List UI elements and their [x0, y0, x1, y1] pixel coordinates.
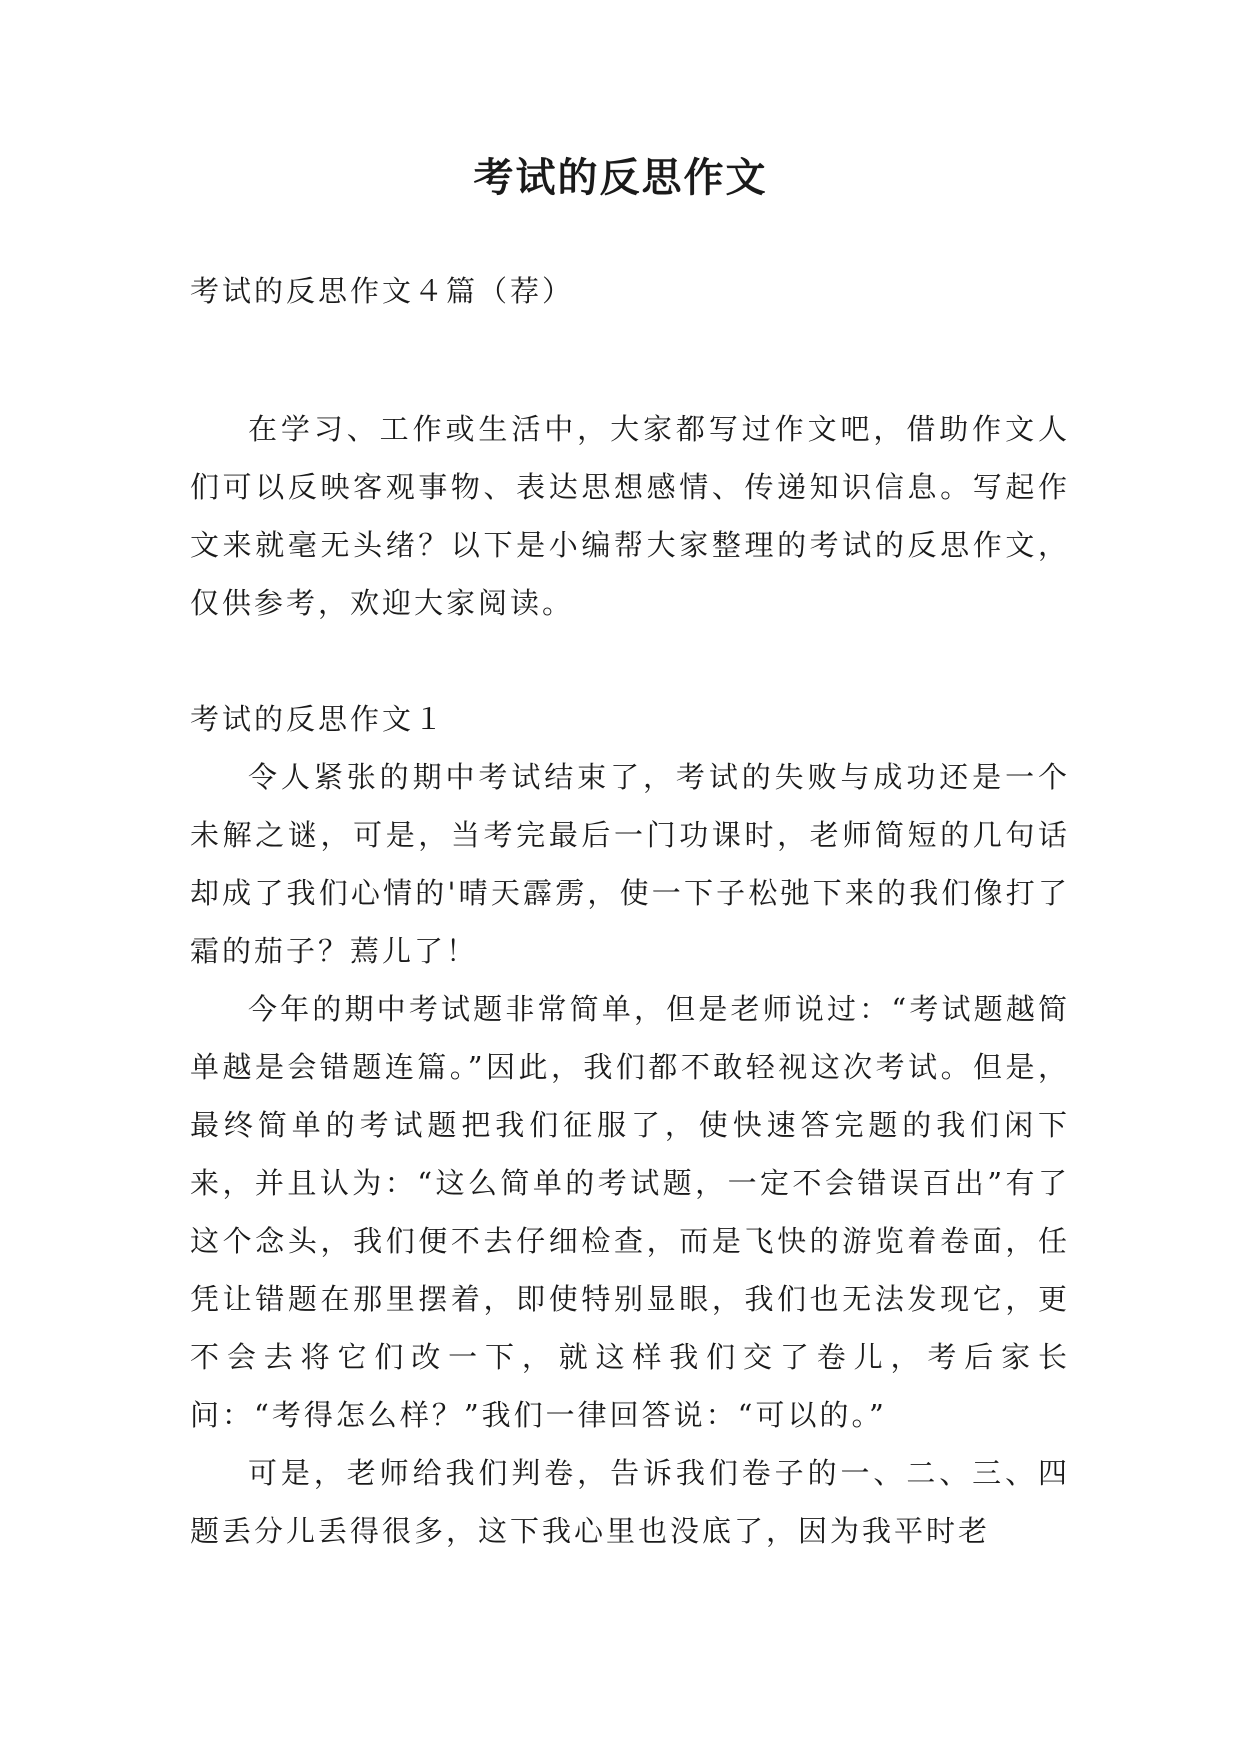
section-body — [190, 748, 1070, 1560]
paragraph: 可是，老师给我们判卷，告诉我们卷子的一、二、三、四题丢分儿丢得很多，这下我心里也没底了，因为我平时老 — [190, 1456, 1070, 1548]
intro-text: 在学习、工作或生活中，大家都写过作文吧，借助作文人们可以反映客观事物、表达思想感情、传递知识信息。写起作文来就毫无头绪？以下是小编帮大家整理的考试的反思作文，仅供参考，欢迎大家阅读。 — [190, 412, 1070, 620]
document-subtitle: 考试的反思作文４篇（荐） — [190, 274, 575, 308]
document-title: 考试的反思作文 — [473, 154, 768, 201]
paragraph: 令人紧张的期中考试结束了，考试的失败与成功还是一个未解之谜，可是，当考完最后一门功课时，老师简短的几句话却成了我们心情的'晴天霹雳，使一下子松弛下来的我们像打了霜的茄子？蔫儿了！ — [190, 760, 1070, 968]
intro-paragraph — [190, 400, 1070, 632]
paragraph: 今年的期中考试题非常简单，但是老师说过：“考试题越简单越是会错题连篇。”因此，我们都不敢轻视这次考试。但是，最终简单的考试题把我们征服了，使快速答完题的我们闲下来，并且认为：“这么简单的考试题，一定不会错误百出”有了这个念头，我们便不去仔细检查，而是飞快的游览着卷面，任凭让错题在那里摆着，即使特别显眼，我们也无法发现它，更不会去将它们改一下，就这样我们交了卷儿，考后家长问：“考得怎么样？”我们一律回答说：“可以的。” — [190, 992, 1070, 1432]
section-heading: 考试的反思作文１ — [190, 702, 447, 736]
